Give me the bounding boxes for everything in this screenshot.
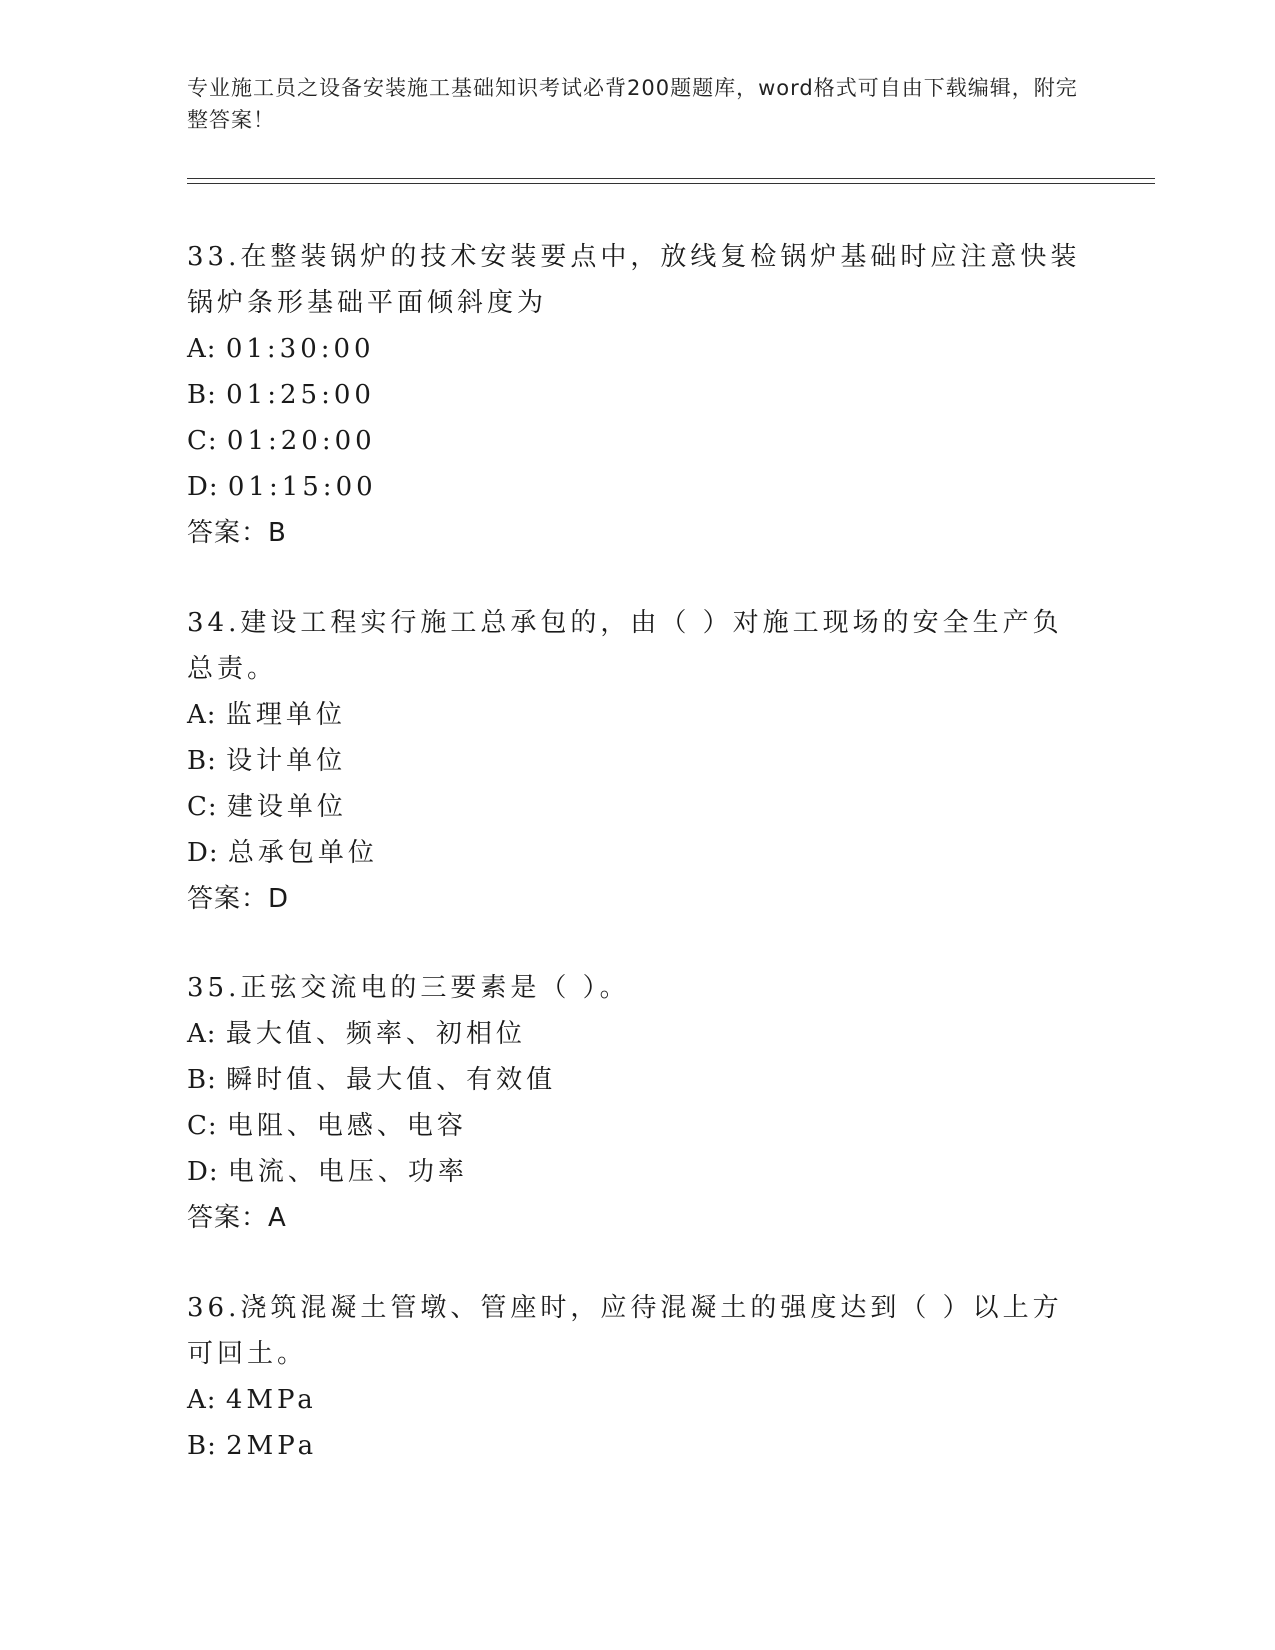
option-key: A: xyxy=(187,700,217,730)
option-text: 2MPa xyxy=(226,1431,318,1461)
question-stem: 35.正弦交流电的三要素是（ ）。 xyxy=(187,973,630,1003)
option-key: C: xyxy=(187,426,218,456)
question-stem: 34.建设工程实行施工总承包的，由（ ）对施工现场的安全生产负总责。 xyxy=(187,608,1063,684)
option-key: C: xyxy=(187,1111,218,1141)
option-key: B: xyxy=(187,1431,217,1461)
option-key: B: xyxy=(187,1065,217,1095)
option-text: 监理单位 xyxy=(225,700,346,730)
option-key: D: xyxy=(187,838,219,868)
option-text: 最大值、频率、初相位 xyxy=(225,1019,526,1049)
option-d xyxy=(187,464,1087,510)
option-key: A: xyxy=(187,1019,217,1049)
option-key: A: xyxy=(187,1385,217,1415)
option-text: 01:20:00 xyxy=(226,426,376,456)
option-b xyxy=(187,738,1087,784)
option-a xyxy=(187,692,1087,738)
option-text: 01:25:00 xyxy=(226,380,375,410)
option-key: C: xyxy=(187,792,218,822)
option-text: 瞬时值、最大值、有效值 xyxy=(226,1065,557,1095)
option-c xyxy=(187,418,1087,464)
option-key: D: xyxy=(187,472,219,502)
question-34 xyxy=(187,600,1087,922)
option-b xyxy=(187,1057,1087,1103)
option-key: D: xyxy=(187,1157,219,1187)
option-d xyxy=(187,1149,1087,1195)
option-text: 电阻、电感、电容 xyxy=(226,1111,467,1141)
option-text: 4MPa xyxy=(225,1385,317,1415)
option-key: B: xyxy=(187,746,217,776)
option-d xyxy=(187,830,1087,876)
option-text: 01:15:00 xyxy=(227,472,377,502)
question-36 xyxy=(187,1285,1087,1469)
option-a xyxy=(187,326,1087,372)
option-key: B: xyxy=(187,380,217,410)
answer-line: 答案：B xyxy=(187,518,287,548)
question-33 xyxy=(187,234,1087,556)
answer-line: 答案：D xyxy=(187,884,290,914)
option-b xyxy=(187,372,1087,418)
option-text: 建设单位 xyxy=(226,792,347,822)
option-b xyxy=(187,1423,1087,1469)
option-key: A: xyxy=(187,334,217,364)
answer-line: 答案：A xyxy=(187,1203,287,1233)
option-text: 设计单位 xyxy=(226,746,347,776)
option-a xyxy=(187,1377,1087,1423)
header-rule-top xyxy=(187,178,1155,179)
document-header: 专业施工员之设备安装施工基础知识考试必背200题题库，word格式可自由下载编辑，附完整答案！ xyxy=(187,76,1078,132)
question-stem: 33.在整装锅炉的技术安装要点中，放线复检锅炉基础时应注意快装锅炉条形基础平面倾斜度为 xyxy=(187,242,1081,318)
option-text: 电流、电压、功率 xyxy=(227,1157,468,1187)
question-35 xyxy=(187,965,1087,1241)
option-c xyxy=(187,784,1087,830)
option-text: 01:30:00 xyxy=(225,334,375,364)
option-c xyxy=(187,1103,1087,1149)
question-stem: 36.浇筑混凝土管墩、管座时，应待混凝土的强度达到（ ）以上方可回土。 xyxy=(187,1293,1063,1369)
option-text: 总承包单位 xyxy=(227,838,378,868)
option-a xyxy=(187,1011,1087,1057)
header-rule-bottom xyxy=(187,183,1155,184)
